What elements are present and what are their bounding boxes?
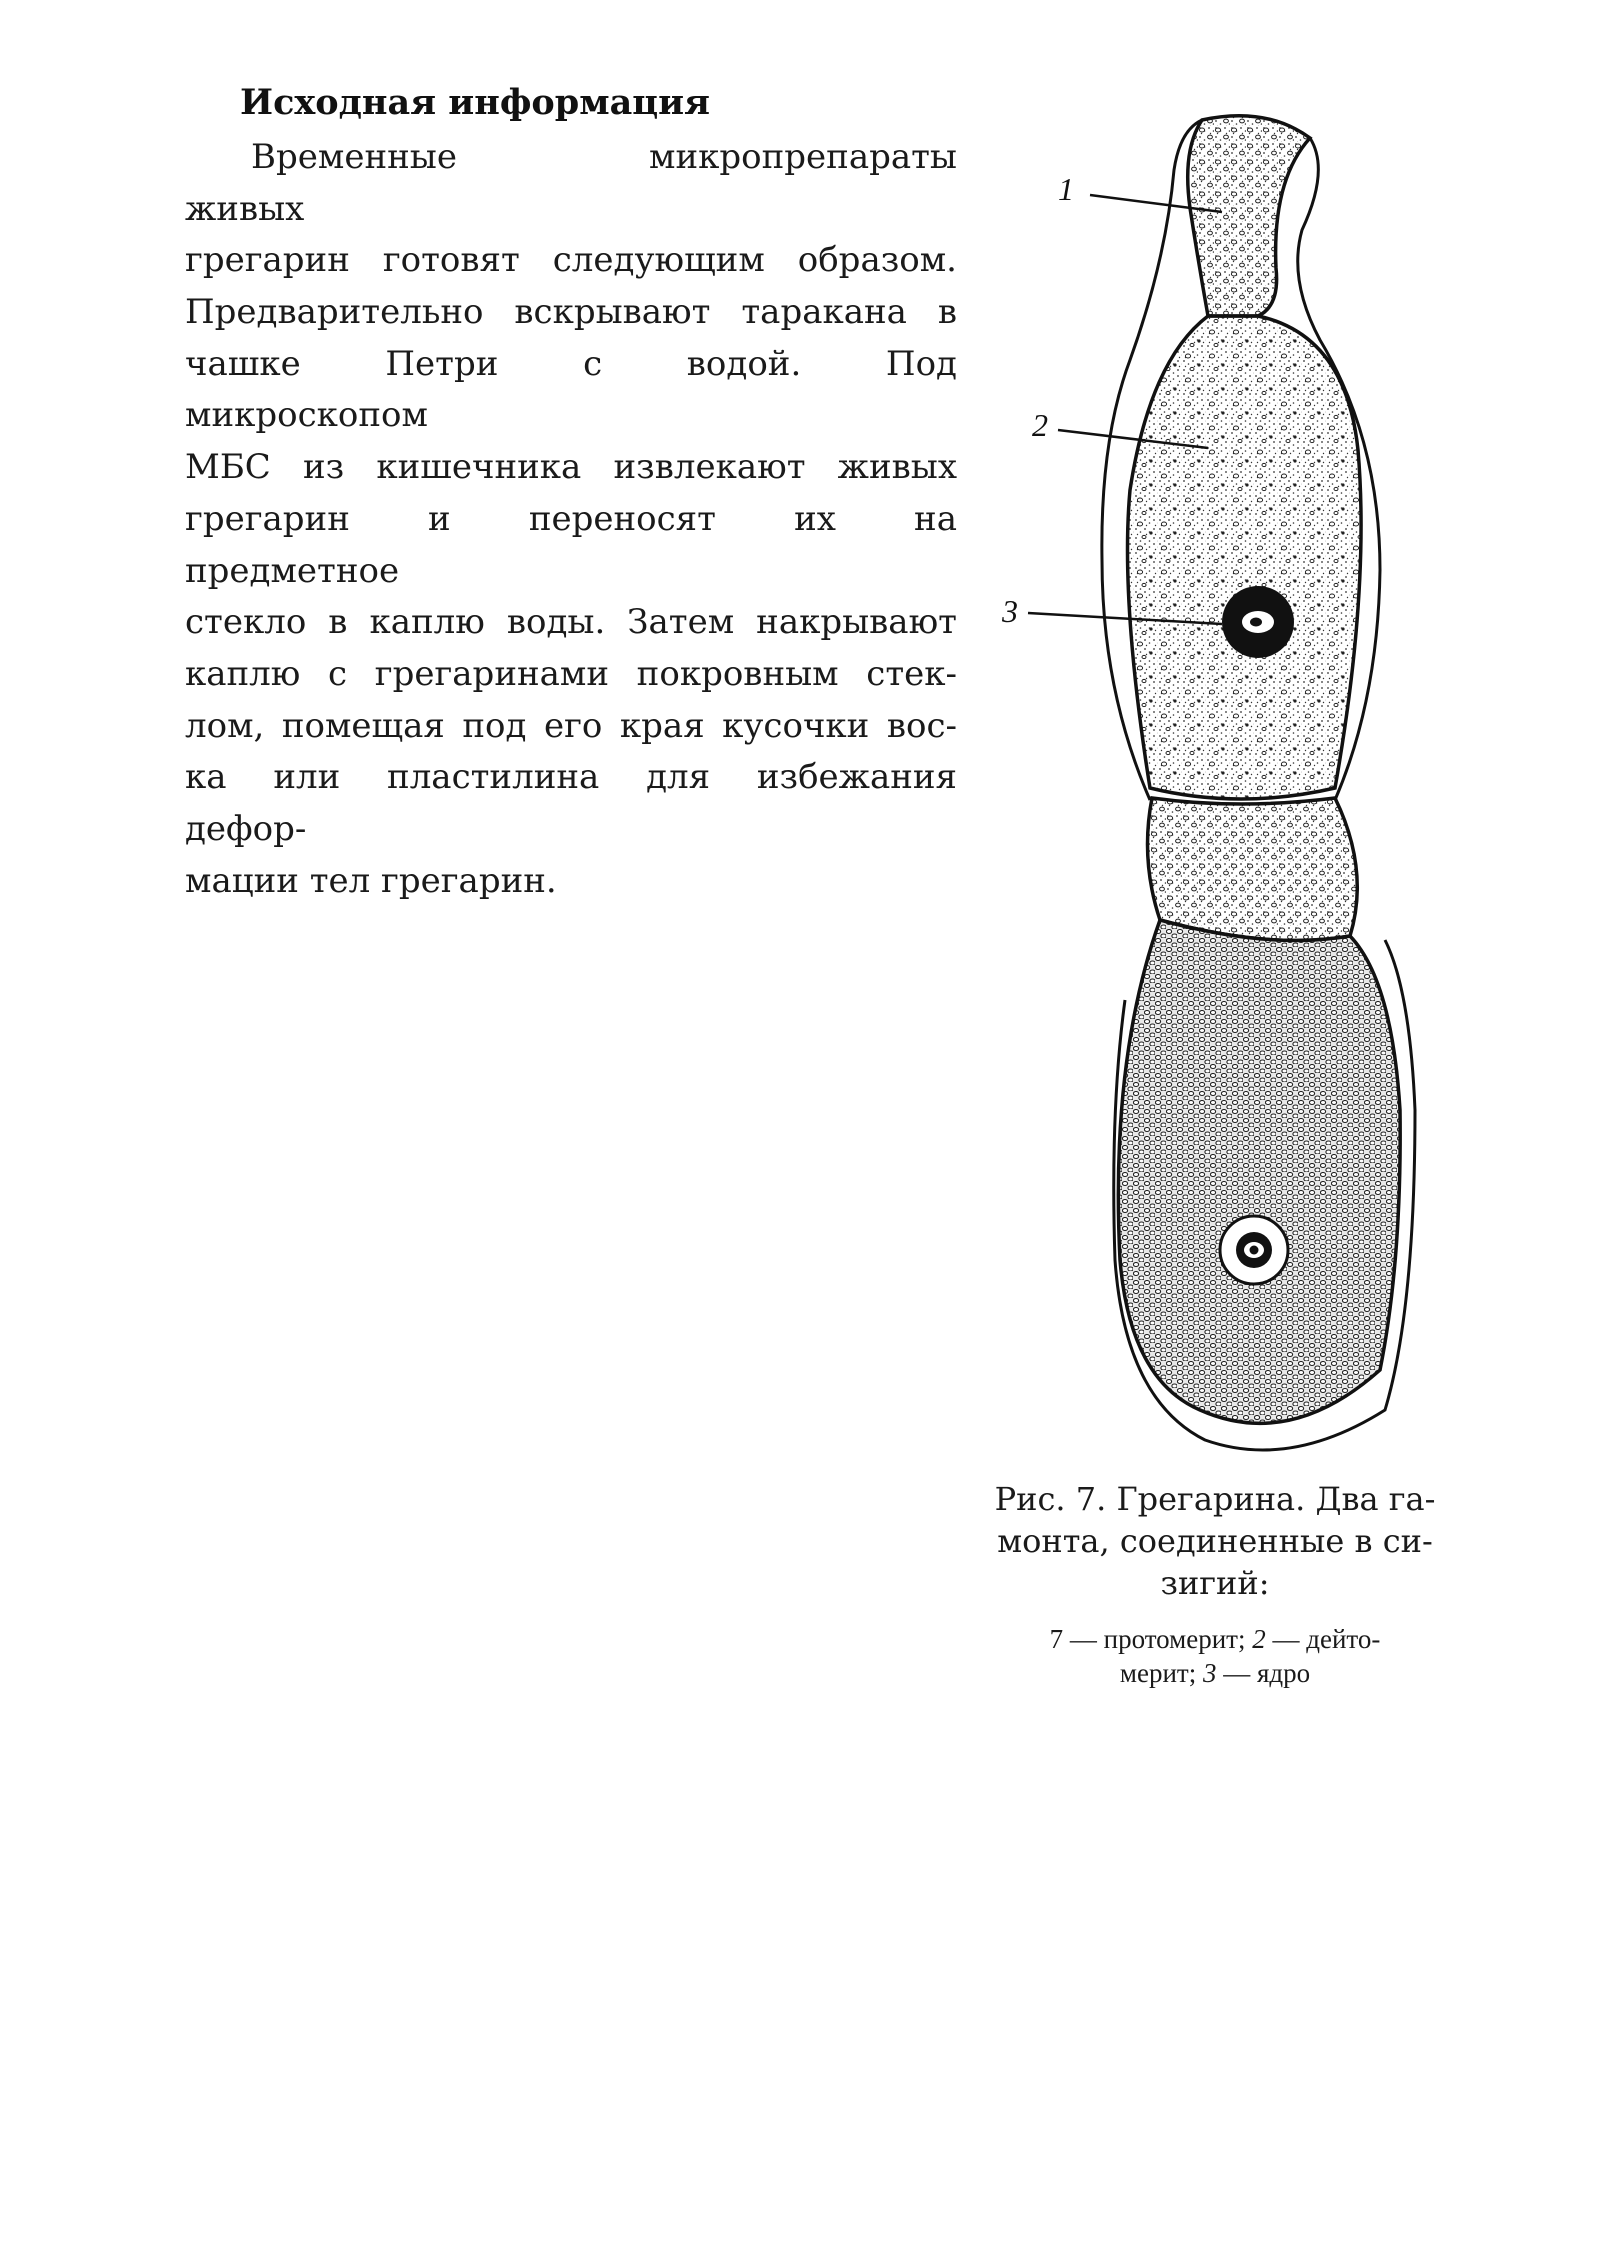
instruction-paragraph: [185, 132, 957, 907]
paragraph-line: ка или пластилина для избежания: [185, 757, 957, 798]
legend-text: — дейто-: [1265, 1624, 1381, 1654]
figure-label-3: 3: [1002, 593, 1018, 629]
legend-line: [990, 1656, 1440, 1690]
legend-text: мерит;: [1119, 1658, 1203, 1688]
protomerite-anterior: [1188, 116, 1310, 316]
paragraph-line: МБС из кишечника извлекают живых: [185, 447, 957, 488]
figure-label-1: 1: [1058, 171, 1074, 207]
paragraph-line: лом, помещая под его края кусочки вос-: [185, 705, 957, 746]
legend-number: 3: [1202, 1658, 1217, 1688]
caption-title: [990, 1478, 1440, 1604]
paragraph-line: грегарин и переносят их на: [185, 498, 957, 539]
caption-legend: [990, 1622, 1440, 1690]
paragraph-line: живых: [185, 188, 305, 229]
caption-line: монта, соединенные в си-: [997, 1522, 1433, 1560]
legend-number: 7: [1049, 1624, 1064, 1654]
caption-line: Рис. 7. Грегарина. Два га-: [994, 1480, 1436, 1518]
paragraph-line: дефор-: [185, 808, 307, 849]
caption-line: зигий:: [1160, 1564, 1270, 1602]
paragraph-line: мации тел грегарин.: [185, 860, 557, 901]
paragraph-line: каплю с грегаринами покровным стек-: [185, 653, 957, 694]
figure-label-2: 2: [1032, 407, 1048, 443]
paragraph-line: предметное: [185, 550, 400, 591]
paragraph-line: грегарин готовят следующим образом.: [185, 240, 957, 281]
gregarine-drawing: [990, 110, 1440, 1460]
nucleus-posterior: [1220, 1216, 1288, 1284]
nucleus-anterior: [1222, 586, 1294, 658]
paragraph-line: Временные микропрепараты: [251, 137, 957, 177]
section-heading: Исходная информация: [240, 82, 710, 123]
figure-caption: [990, 1478, 1440, 1690]
protomerite-posterior: [1148, 798, 1358, 940]
paragraph-line: чашке Петри с водой. Под: [185, 343, 957, 384]
legend-text: — ядро: [1216, 1658, 1311, 1688]
legend-text: — протомерит;: [1063, 1624, 1253, 1654]
gregarine-figure: [990, 110, 1440, 1460]
legend-number: 2: [1252, 1624, 1266, 1654]
paragraph-line: микроскопом: [185, 395, 428, 436]
paragraph-line: стекло в каплю воды. Затем накрывают: [185, 602, 957, 643]
deutomerite-posterior: [1118, 920, 1400, 1423]
deutomerite-anterior: [1128, 316, 1362, 799]
legend-line: [990, 1622, 1440, 1656]
paragraph-line: Предварительно вскрывают таракана в: [185, 292, 957, 333]
